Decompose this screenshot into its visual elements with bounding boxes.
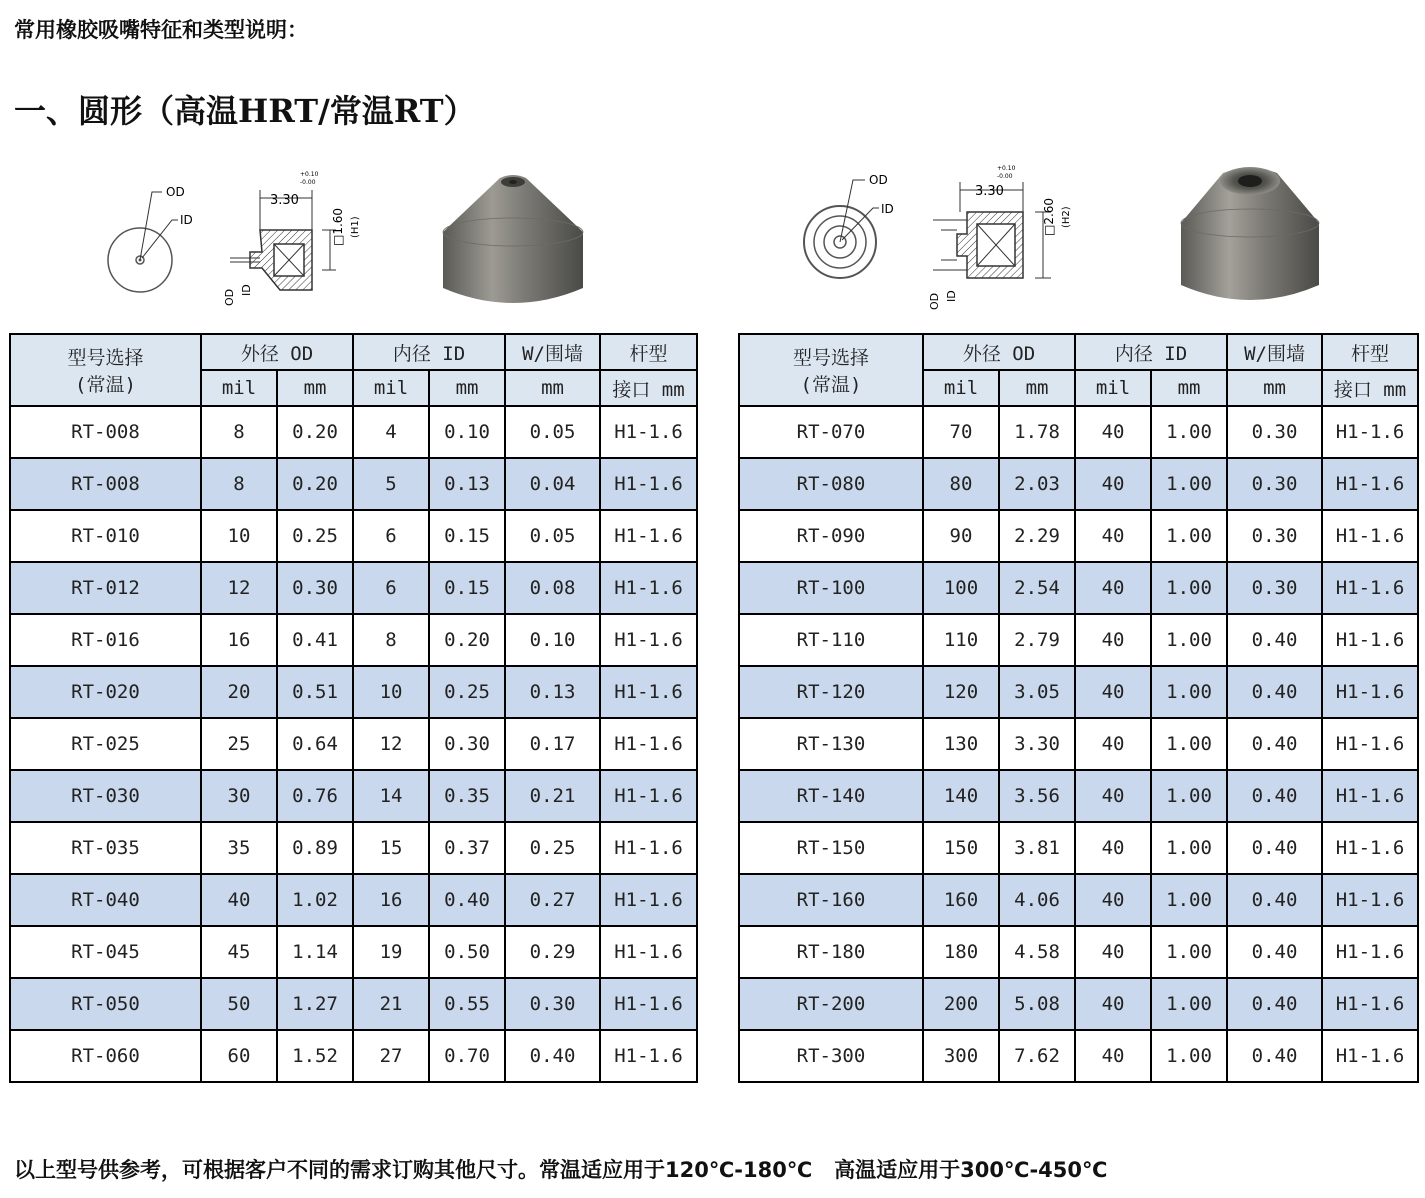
model-cell: RT-090 — [739, 510, 923, 562]
od-mm-cell: 3.81 — [999, 822, 1075, 874]
table-row — [739, 718, 1418, 770]
table-row — [739, 406, 1418, 458]
od-mm-cell: 2.79 — [999, 614, 1075, 666]
right-nozzle-photo — [1175, 163, 1325, 313]
rod-cell: H1-1.6 — [1322, 458, 1418, 510]
od-mm-header: mm — [277, 370, 353, 406]
rod-cell: H1-1.6 — [600, 510, 697, 562]
table-row — [10, 510, 697, 562]
od-mil-cell: 160 — [923, 874, 999, 926]
id-mm-cell: 1.00 — [1151, 1030, 1227, 1082]
od-mil-cell: 100 — [923, 562, 999, 614]
rod-cell: H1-1.6 — [1322, 406, 1418, 458]
section-title: 一、圆形（高温HRT/常温RT） — [14, 92, 476, 130]
rod-header: 杆型 — [600, 334, 697, 370]
od-mm-cell: 4.58 — [999, 926, 1075, 978]
id-mm-cell: 1.00 — [1151, 510, 1227, 562]
od-mil-cell: 130 — [923, 718, 999, 770]
rod-cell: H1-1.6 — [1322, 718, 1418, 770]
rod-cell: H1-1.6 — [1322, 822, 1418, 874]
rod-cell: H1-1.6 — [1322, 666, 1418, 718]
rod-cell: H1-1.6 — [1322, 1030, 1418, 1082]
id-mm-cell: 0.55 — [429, 978, 505, 1030]
model-cell: RT-010 — [10, 510, 201, 562]
model-cell: RT-008 — [10, 406, 201, 458]
id-mil-cell: 40 — [1075, 978, 1151, 1030]
id-mm-cell: 0.15 — [429, 562, 505, 614]
id-mm-cell: 0.37 — [429, 822, 505, 874]
wall-mm-cell: 0.25 — [505, 822, 600, 874]
od-mm-header: mm — [999, 370, 1075, 406]
table-row — [10, 666, 697, 718]
od-mil-cell: 80 — [923, 458, 999, 510]
rod-header: 杆型 — [1322, 334, 1418, 370]
od-mil-cell: 16 — [201, 614, 277, 666]
od-mil-cell: 40 — [201, 874, 277, 926]
rod-cell: H1-1.6 — [1322, 510, 1418, 562]
od-mm-cell: 2.54 — [999, 562, 1075, 614]
od-mil-cell: 200 — [923, 978, 999, 1030]
model-cell: RT-020 — [10, 666, 201, 718]
rod-interface-header: 接口 mm — [1322, 370, 1418, 406]
table-row — [739, 874, 1418, 926]
table-row — [10, 926, 697, 978]
table-row — [739, 666, 1418, 718]
wall-header: W/围墙 — [1227, 334, 1322, 370]
table-row — [10, 406, 697, 458]
wall-mm-cell: 0.30 — [1227, 562, 1322, 614]
id-label: ID — [180, 213, 193, 227]
tol-plus: +0.10 — [300, 171, 319, 178]
od-mm-cell: 0.41 — [277, 614, 353, 666]
rod-cell: H1-1.6 — [600, 562, 697, 614]
id-mil-cell: 5 — [353, 458, 429, 510]
wall-mm-cell: 0.40 — [1227, 666, 1322, 718]
model-cell: RT-130 — [739, 718, 923, 770]
id-mil-cell: 40 — [1075, 614, 1151, 666]
model-cell: RT-140 — [739, 770, 923, 822]
wall-mm-cell: 0.40 — [1227, 822, 1322, 874]
id-mm-cell: 1.00 — [1151, 406, 1227, 458]
id-mm-cell: 0.40 — [429, 874, 505, 926]
left-technical-drawing — [100, 160, 440, 320]
rod-cell: H1-1.6 — [1322, 614, 1418, 666]
id-mil-cell: 21 — [353, 978, 429, 1030]
id-mil-cell: 40 — [1075, 1030, 1151, 1082]
right-spec-table — [738, 333, 1419, 1083]
wall-mm-cell: 0.27 — [505, 874, 600, 926]
id-mil-cell: 40 — [1075, 718, 1151, 770]
od-mm-cell: 7.62 — [999, 1030, 1075, 1082]
od-mil-cell: 180 — [923, 926, 999, 978]
id-mil-cell: 40 — [1075, 770, 1151, 822]
id-mil-header: mil — [353, 370, 429, 406]
id-mil-cell: 40 — [1075, 874, 1151, 926]
table-row — [739, 822, 1418, 874]
wall-mm-cell: 0.40 — [505, 1030, 600, 1082]
wall-header: W/围墙 — [505, 334, 600, 370]
wall-mm-header: mm — [505, 370, 600, 406]
id-mil-cell: 16 — [353, 874, 429, 926]
wall-mm-cell: 0.10 — [505, 614, 600, 666]
od-mm-cell: 1.27 — [277, 978, 353, 1030]
table-row — [739, 510, 1418, 562]
od-mil-cell: 45 — [201, 926, 277, 978]
model-cell: RT-030 — [10, 770, 201, 822]
width-dimension: 3.30 — [270, 193, 299, 208]
table-row — [739, 458, 1418, 510]
page-heading: 常用橡胶吸嘴特征和类型说明： — [14, 18, 308, 42]
od-header: 外径 OD — [923, 334, 1075, 370]
od-mil-cell: 35 — [201, 822, 277, 874]
od-mil-cell: 30 — [201, 770, 277, 822]
id-mm-cell: 0.20 — [429, 614, 505, 666]
od-mil-header: mil — [201, 370, 277, 406]
od-mm-cell: 1.02 — [277, 874, 353, 926]
model-cell: RT-150 — [739, 822, 923, 874]
wall-mm-cell: 0.40 — [1227, 978, 1322, 1030]
od-mm-cell: 1.78 — [999, 406, 1075, 458]
model-cell: RT-100 — [739, 562, 923, 614]
rod-cell: H1-1.6 — [600, 718, 697, 770]
id-mm-cell: 1.00 — [1151, 770, 1227, 822]
right-technical-drawing — [795, 160, 1095, 320]
tol-minus: -0.00 — [997, 173, 1013, 180]
id-mil-cell: 6 — [353, 510, 429, 562]
footer-note: 以上型号供参考，可根据客户不同的需求订购其他尺寸。常温适应用于120℃-180℃ 高温适应用于300℃-450℃ — [14, 1158, 1108, 1182]
wall-mm-cell: 0.40 — [1227, 614, 1322, 666]
od-mil-cell: 140 — [923, 770, 999, 822]
wall-mm-cell: 0.40 — [1227, 926, 1322, 978]
rod-cell: H1-1.6 — [600, 874, 697, 926]
table-row — [10, 874, 697, 926]
svg-text:ID: ID — [945, 290, 958, 302]
od-mm-cell: 1.14 — [277, 926, 353, 978]
id-mil-cell: 19 — [353, 926, 429, 978]
model-cell: RT-200 — [739, 978, 923, 1030]
id-mil-cell: 40 — [1075, 926, 1151, 978]
table-row — [10, 458, 697, 510]
model-cell: RT-050 — [10, 978, 201, 1030]
id-mil-header: mil — [1075, 370, 1151, 406]
od-mil-cell: 90 — [923, 510, 999, 562]
height-dimension: □2.60 — [1042, 197, 1056, 236]
table-row — [739, 978, 1418, 1030]
height-tag: (H1) — [350, 216, 361, 238]
od-mil-cell: 50 — [201, 978, 277, 1030]
od-mil-header: mil — [923, 370, 999, 406]
rod-cell: H1-1.6 — [600, 614, 697, 666]
id-mil-cell: 40 — [1075, 822, 1151, 874]
table-row — [10, 562, 697, 614]
svg-text:OD: OD — [223, 288, 236, 306]
od-mil-cell: 10 — [201, 510, 277, 562]
table-row — [739, 770, 1418, 822]
rod-cell: H1-1.6 — [1322, 978, 1418, 1030]
od-mm-cell: 3.30 — [999, 718, 1075, 770]
od-label: OD — [869, 173, 888, 187]
od-mil-cell: 300 — [923, 1030, 999, 1082]
id-mm-cell: 0.50 — [429, 926, 505, 978]
rod-cell: H1-1.6 — [1322, 926, 1418, 978]
id-mm-cell: 1.00 — [1151, 718, 1227, 770]
wall-mm-cell: 0.30 — [505, 978, 600, 1030]
od-mil-cell: 20 — [201, 666, 277, 718]
model-cell: RT-060 — [10, 1030, 201, 1082]
id-mil-cell: 40 — [1075, 458, 1151, 510]
rod-cell: H1-1.6 — [600, 978, 697, 1030]
id-mm-cell: 1.00 — [1151, 926, 1227, 978]
od-header: 外径 OD — [201, 334, 353, 370]
rod-cell: H1-1.6 — [1322, 770, 1418, 822]
id-mm-cell: 1.00 — [1151, 978, 1227, 1030]
model-cell: RT-025 — [10, 718, 201, 770]
wall-mm-cell: 0.40 — [1227, 1030, 1322, 1082]
id-mil-cell: 4 — [353, 406, 429, 458]
model-cell: RT-160 — [739, 874, 923, 926]
table-row — [10, 1030, 697, 1082]
id-mm-cell: 0.10 — [429, 406, 505, 458]
od-mm-cell: 5.08 — [999, 978, 1075, 1030]
od-mil-cell: 8 — [201, 406, 277, 458]
id-mm-header: mm — [429, 370, 505, 406]
wall-mm-cell: 0.08 — [505, 562, 600, 614]
table-row — [10, 978, 697, 1030]
wall-mm-cell: 0.13 — [505, 666, 600, 718]
od-mm-cell: 0.30 — [277, 562, 353, 614]
model-cell: RT-300 — [739, 1030, 923, 1082]
od-mm-cell: 3.05 — [999, 666, 1075, 718]
id-mil-cell: 10 — [353, 666, 429, 718]
id-mm-header: mm — [1151, 370, 1227, 406]
wall-mm-cell: 0.40 — [1227, 718, 1322, 770]
id-mil-cell: 40 — [1075, 666, 1151, 718]
od-mm-cell: 0.20 — [277, 458, 353, 510]
od-mm-cell: 2.29 — [999, 510, 1075, 562]
od-mm-cell: 0.89 — [277, 822, 353, 874]
rod-cell: H1-1.6 — [600, 458, 697, 510]
table-row — [10, 822, 697, 874]
rod-cell: H1-1.6 — [600, 770, 697, 822]
od-mil-cell: 60 — [201, 1030, 277, 1082]
height-dimension: □1.60 — [331, 207, 345, 246]
wall-mm-cell: 0.30 — [1227, 406, 1322, 458]
tol-minus: -0.00 — [300, 179, 316, 186]
od-mm-cell: 0.64 — [277, 718, 353, 770]
table-row — [739, 1030, 1418, 1082]
od-mil-cell: 150 — [923, 822, 999, 874]
id-mm-cell: 0.70 — [429, 1030, 505, 1082]
id-mm-cell: 1.00 — [1151, 874, 1227, 926]
id-mil-cell: 40 — [1075, 406, 1151, 458]
rod-interface-header: 接口 mm — [600, 370, 697, 406]
od-mil-cell: 8 — [201, 458, 277, 510]
rod-cell: H1-1.6 — [1322, 562, 1418, 614]
table-row — [10, 614, 697, 666]
table-row — [739, 614, 1418, 666]
id-header: 内径 ID — [1075, 334, 1227, 370]
model-cell: RT-035 — [10, 822, 201, 874]
wall-mm-cell: 0.21 — [505, 770, 600, 822]
left-nozzle-photo — [438, 170, 588, 315]
rod-cell: H1-1.6 — [600, 926, 697, 978]
id-mm-cell: 0.15 — [429, 510, 505, 562]
model-cell: RT-008 — [10, 458, 201, 510]
id-mm-cell: 1.00 — [1151, 822, 1227, 874]
od-mm-cell: 0.51 — [277, 666, 353, 718]
id-mil-cell: 14 — [353, 770, 429, 822]
tol-plus: +0.10 — [997, 165, 1016, 172]
od-mm-cell: 2.03 — [999, 458, 1075, 510]
svg-text:ID: ID — [240, 284, 253, 296]
model-cell: RT-012 — [10, 562, 201, 614]
rod-cell: H1-1.6 — [600, 822, 697, 874]
wall-mm-cell: 0.04 — [505, 458, 600, 510]
width-dimension: 3.30 — [975, 184, 1004, 199]
rod-cell: H1-1.6 — [600, 406, 697, 458]
wall-mm-header: mm — [1227, 370, 1322, 406]
model-cell: RT-080 — [739, 458, 923, 510]
svg-text:OD: OD — [928, 292, 941, 310]
rod-cell: H1-1.6 — [600, 666, 697, 718]
model-cell: RT-016 — [10, 614, 201, 666]
od-mil-cell: 12 — [201, 562, 277, 614]
id-mil-cell: 6 — [353, 562, 429, 614]
wall-mm-cell: 0.40 — [1227, 770, 1322, 822]
wall-mm-cell: 0.29 — [505, 926, 600, 978]
height-tag: (H2) — [1061, 206, 1072, 228]
wall-mm-cell: 0.05 — [505, 510, 600, 562]
od-mil-cell: 25 — [201, 718, 277, 770]
model-cell: RT-180 — [739, 926, 923, 978]
od-mil-cell: 110 — [923, 614, 999, 666]
model-header: 型号选择 (常温) — [10, 334, 201, 406]
id-mil-cell: 8 — [353, 614, 429, 666]
id-mm-cell: 0.30 — [429, 718, 505, 770]
id-mm-cell: 0.25 — [429, 666, 505, 718]
model-cell: RT-070 — [739, 406, 923, 458]
table-row — [10, 770, 697, 822]
wall-mm-cell: 0.30 — [1227, 458, 1322, 510]
od-mil-cell: 70 — [923, 406, 999, 458]
wall-mm-cell: 0.17 — [505, 718, 600, 770]
model-cell: RT-045 — [10, 926, 201, 978]
od-mil-cell: 120 — [923, 666, 999, 718]
id-mm-cell: 0.35 — [429, 770, 505, 822]
model-cell: RT-040 — [10, 874, 201, 926]
model-cell: RT-120 — [739, 666, 923, 718]
id-mm-cell: 1.00 — [1151, 614, 1227, 666]
id-mil-cell: 40 — [1075, 562, 1151, 614]
model-header: 型号选择 (常温) — [739, 334, 923, 406]
id-mil-cell: 12 — [353, 718, 429, 770]
rod-cell: H1-1.6 — [1322, 874, 1418, 926]
od-mm-cell: 4.06 — [999, 874, 1075, 926]
id-mil-cell: 40 — [1075, 510, 1151, 562]
table-row — [739, 926, 1418, 978]
id-mm-cell: 0.13 — [429, 458, 505, 510]
od-mm-cell: 0.25 — [277, 510, 353, 562]
id-mm-cell: 1.00 — [1151, 562, 1227, 614]
table-row — [10, 718, 697, 770]
od-label: OD — [166, 185, 185, 199]
table-row — [739, 562, 1418, 614]
id-mm-cell: 1.00 — [1151, 666, 1227, 718]
id-mm-cell: 1.00 — [1151, 458, 1227, 510]
wall-mm-cell: 0.05 — [505, 406, 600, 458]
wall-mm-cell: 0.30 — [1227, 510, 1322, 562]
id-mil-cell: 27 — [353, 1030, 429, 1082]
left-spec-table — [9, 333, 698, 1083]
rod-cell: H1-1.6 — [600, 1030, 697, 1082]
id-header: 内径 ID — [353, 334, 505, 370]
od-mm-cell: 3.56 — [999, 770, 1075, 822]
id-mil-cell: 15 — [353, 822, 429, 874]
od-mm-cell: 1.52 — [277, 1030, 353, 1082]
wall-mm-cell: 0.40 — [1227, 874, 1322, 926]
od-mm-cell: 0.76 — [277, 770, 353, 822]
od-mm-cell: 0.20 — [277, 406, 353, 458]
id-label: ID — [881, 202, 894, 216]
model-cell: RT-110 — [739, 614, 923, 666]
